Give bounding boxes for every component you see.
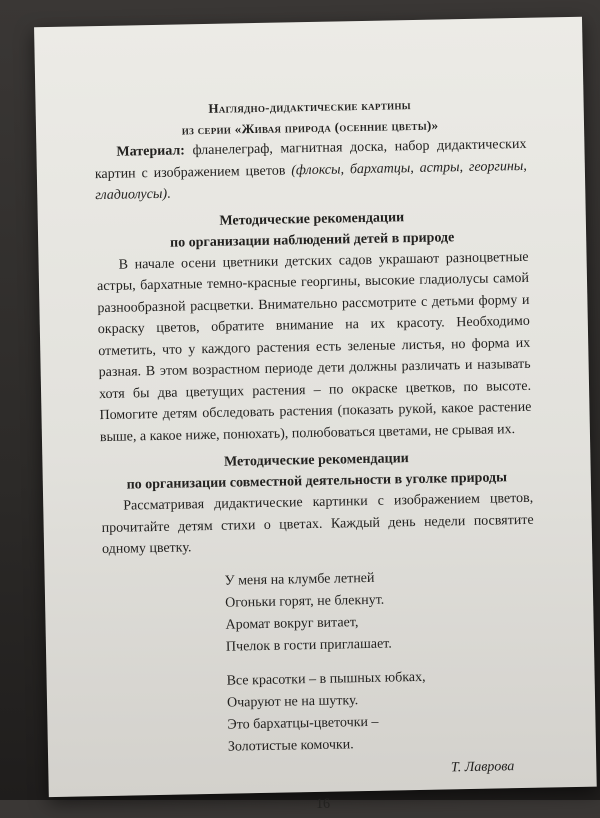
poem bbox=[225, 564, 539, 758]
title-line-1: Наглядно-дидактические картины bbox=[208, 97, 411, 116]
material-end: . bbox=[166, 186, 171, 202]
poem-author: Т. Лаврова bbox=[450, 758, 515, 775]
section1-heading-line-1: Методические рекомендации bbox=[219, 209, 405, 229]
section2-heading-line-2: по организации совместной деятельности в уголке природы bbox=[126, 470, 508, 493]
section2-heading-line-1: Методические рекомендации bbox=[223, 451, 409, 470]
section1-paragraph: В начале осени цветники детских садов украшают разноцветные астры, бархатные темно-красные георгины, высокие гладиолусы самой разнообразной расцветки. Внимательно рассмотрите с детьми форму и окраску цветов, обратите внимание на их красоту. Необходимо отметить, что у каждого растения есть зеленые листья, но форма их разная. В этом возрастном периоде дети должны различать и называть хотя бы два цветущих растения – по окраске цветков, по высоте. Помогите детям обследовать растения (показать рукой, какое растение выше, а какое ниже, понюхать), полюбоваться цветами, не срывая их. bbox=[96, 249, 532, 445]
poem-line: Это бархатцы-цветочки – bbox=[227, 714, 379, 733]
page-content bbox=[93, 92, 539, 817]
poem-stanza-2 bbox=[226, 664, 538, 758]
poem-line: Очаруют не на шутку. bbox=[226, 692, 359, 711]
poem-line: Золотистые комочки. bbox=[227, 736, 354, 755]
poem-line: У меня на клумбе летней bbox=[224, 570, 375, 589]
section1-heading-line-2: по организации наблюдений детей в природе bbox=[169, 229, 455, 251]
poem-stanza-1 bbox=[225, 564, 537, 658]
material-label: Материал: bbox=[116, 143, 186, 160]
page-number: 16 bbox=[315, 796, 331, 812]
material-paragraph bbox=[94, 134, 527, 207]
section2-paragraph: Рассматривая дидактические картинки с изображением цветов, прочитайте детям стихи о цветах. Каждый день недели посвятите одному цветку. bbox=[101, 490, 534, 558]
title-line-2: из серии «Живая природа (осенние цветы)» bbox=[181, 117, 439, 138]
book-page bbox=[34, 17, 597, 812]
poem-line: Аромат вокруг витает, bbox=[225, 614, 359, 633]
material-flowers: (флоксы, бархатцы, астры, георгины, гладиолусы) bbox=[95, 158, 527, 204]
poem-line: Пчелок в гости приглашает. bbox=[225, 636, 392, 655]
material-text: фланелеграф, магнитная доска, набор дидактических картин с изображением цветов bbox=[94, 136, 527, 182]
poem-line: Все красотки – в пышных юбках, bbox=[226, 669, 426, 689]
poem-line: Огоньки горят, не блекнут. bbox=[224, 592, 385, 611]
